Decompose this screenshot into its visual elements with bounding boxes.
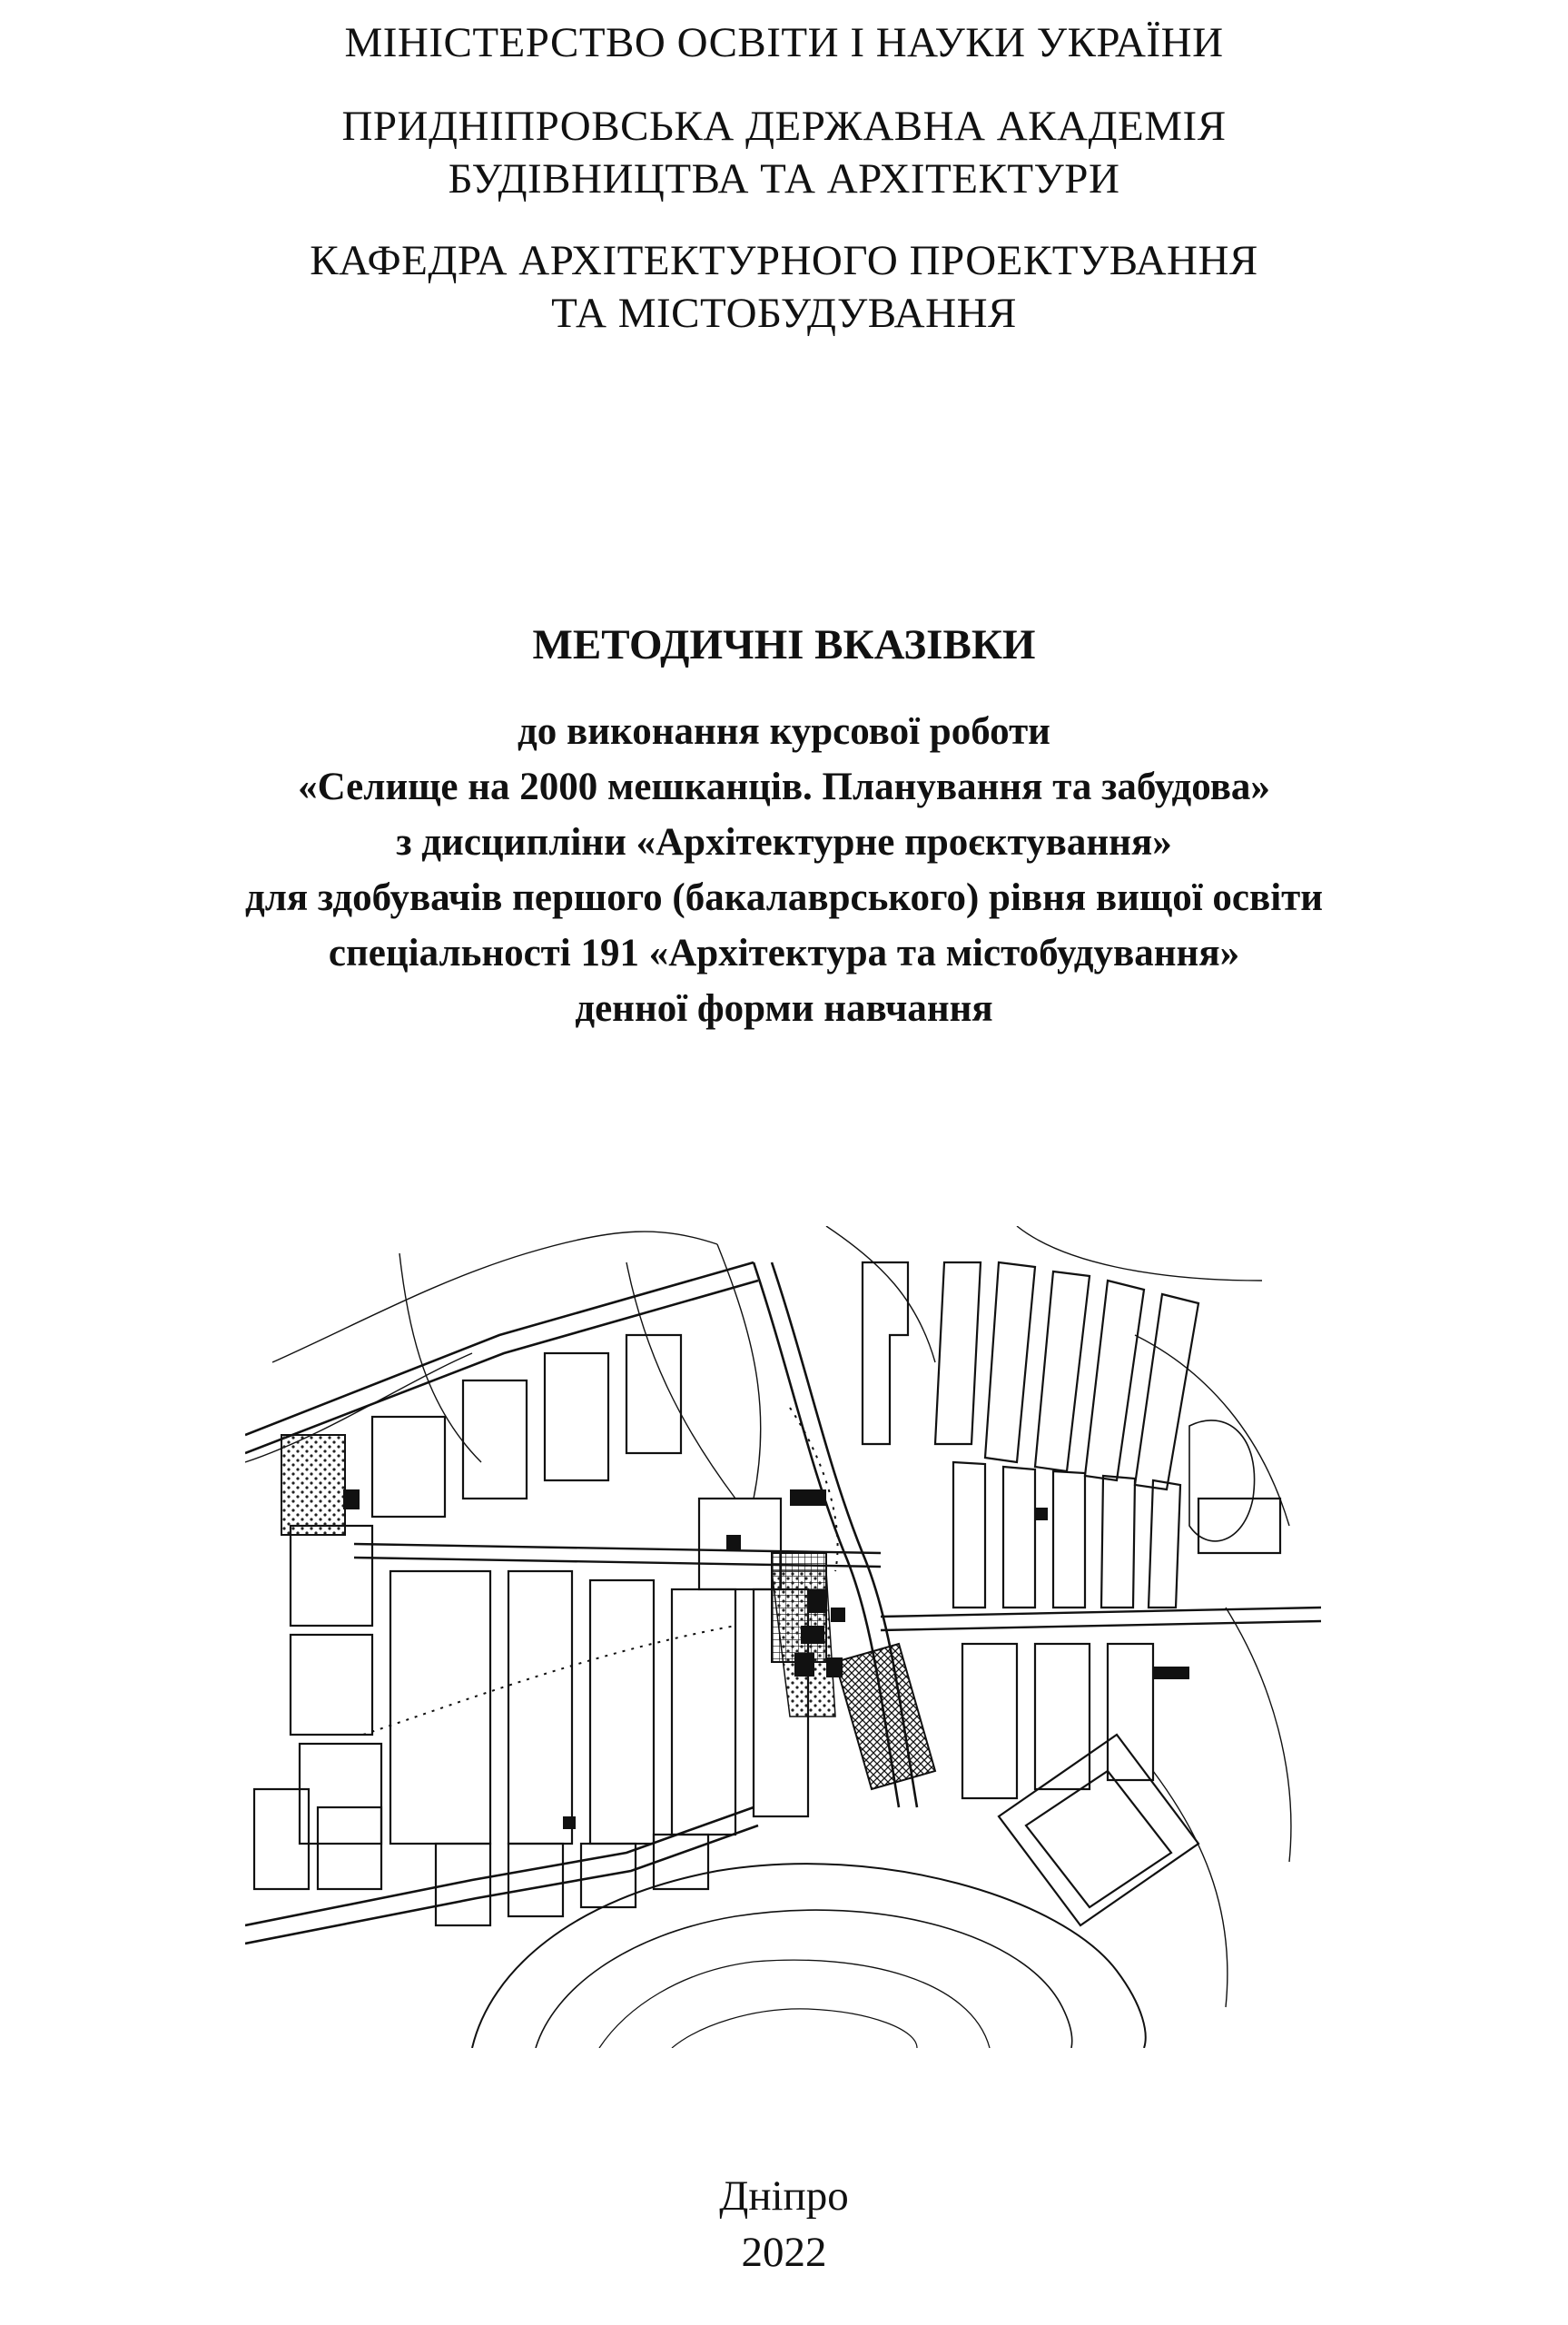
subtitle-line-2: «Селище на 2000 мешканців. Планування та забудова» (298, 766, 1270, 808)
department-name (0, 234, 1568, 340)
academy-line-1: ПРИДНІПРОВСЬКА ДЕРЖАВНА АКАДЕМІЯ (341, 103, 1227, 150)
ministry-name (0, 16, 1568, 69)
publication-city: Дніпро (719, 2172, 849, 2220)
department-line-2: ТА МІСТОБУДУВАННЯ (551, 290, 1017, 337)
subtitle-line-4: для здобувачів першого (бакалаврського) рівня вищої освіти (244, 876, 1324, 919)
document-subtitle (0, 704, 1568, 1036)
document-title: МЕТОДИЧНІ ВКАЗІВКИ (532, 621, 1036, 668)
subtitle-line-5: спеціальності 191 «Архітектура та містобудування» (328, 932, 1240, 975)
publication-year: 2022 (741, 2229, 827, 2276)
academy-name (0, 100, 1568, 205)
department-line-1: КАФЕДРА АРХІТЕКТУРНОГО ПРОЕКТУВАННЯ (310, 237, 1258, 284)
ministry-line: МІНІСТЕРСТВО ОСВІТИ І НАУКИ УКРАЇНИ (344, 19, 1224, 66)
subtitle-line-6: денної форми навчання (575, 987, 993, 1030)
academy-line-2: БУДІВНИЦТВА ТА АРХІТЕКТУРИ (448, 155, 1120, 203)
subtitle-line-1: до виконання курсової роботи (518, 710, 1050, 753)
settlement-master-plan-drawing-icon (245, 1226, 1321, 2048)
subtitle-line-3: з дисципліни «Архітектурне проєктування» (396, 821, 1172, 864)
